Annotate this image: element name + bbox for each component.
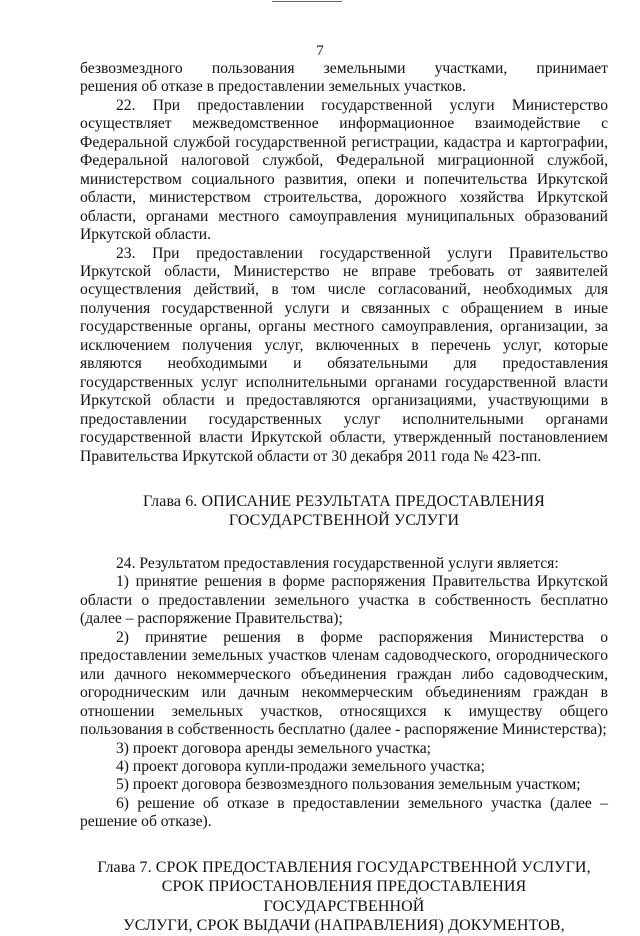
text-line: 5) проект договора безвозмездного пользования земельным участком; [116,776,581,794]
paragraph-continuation [80,60,608,97]
text-line: государственные органы, органы местного самоуправления, организации, за [80,318,608,336]
text-line: огородническим или дачным некоммерческим объединениям граждан в [80,684,608,702]
text-line: безвозмездного пользования земельными участками, принимает [80,60,608,77]
text-line: получения государственной услуги и связанных с обращением в иные [80,299,608,317]
heading-line: УСЛУГИ, СРОК ВЫДАЧИ (НАПРАВЛЕНИЯ) ДОКУМЕНТОВ, [123,917,565,935]
text-line: области о предоставлении земельного участка в собственность бесплатно [80,591,608,609]
page-number: 7 [316,43,324,59]
text-line: предоставлении земельных участков членам садоводческого, огороднического [80,647,608,665]
heading-line: ГОСУДАРСТВЕННОЙ УСЛУГИ [228,512,460,530]
text-line: 23. При предоставлении государственной услуги Правительство [116,244,608,262]
text-line: Иркутской области и предоставляются организациями, участвующими в [80,392,608,410]
text-line: Иркутской области, Министерство не вправе требовать от заявителей [80,262,608,280]
text-line: исключением получения услуг, включенных в перечень услуг, которые [80,336,608,354]
text-line: области, министерством строительства, дорожного хозяйства Иркутской [80,189,608,207]
text-line: 4) проект договора купли-продажи земельного участка; [116,757,485,775]
top-rule [272,1,342,2]
text-line: отношении земельных участков, относящихся к имуществу общего [80,702,608,720]
list-item-6 [80,795,608,832]
heading-line: Глава 7. СРОК ПРЕДОСТАВЛЕНИЯ ГОСУДАРСТВЕННОЙ УСЛУГИ, [97,858,591,876]
document-body [80,60,608,936]
paragraph-22 [80,97,608,245]
text-line: 6) решение об отказе в предоставлении земельного участка (далее – [116,794,608,812]
text-line: министерством социального развития, опеки и попечительства Иркутской [80,170,608,188]
paragraph-23 [80,245,608,466]
text-line: или дачного некоммерческого объединения граждан либо садоводческим, [80,665,608,683]
list-item-1 [80,573,608,628]
text-line: 24. Результатом предоставления государственной услуги является: [116,554,559,572]
heading-line: СРОК ПРИОСТАНОВЛЕНИЯ ПРЕДОСТАВЛЕНИЯ ГОСУДАРСТВЕННОЙ [161,878,527,915]
heading-line: Глава 6. ОПИСАНИЕ РЕЗУЛЬТАТА ПРЕДОСТАВЛЕНИЯ [143,492,545,510]
text-line: государственных услуг исполнительными органами государственной власти [80,373,608,391]
text-line: государственной власти Иркутской области, утвержденный постановлением [80,429,608,447]
chapter-6-heading [80,492,608,531]
text-line: (далее – распоряжение Правительства); [80,610,343,628]
list-item-4 [80,758,608,776]
paragraph-24 [80,555,608,573]
text-line: 2) принятие решения в форме распоряжения Министерства о [116,628,608,646]
text-line: осуществляет межведомственное информационное взаимодействие с [80,115,608,133]
text-line: Федеральной службой государственной регистрации, кадастра и картографии, [80,133,608,151]
text-line: Правительства Иркутской области от 30 декабря 2011 года № 423-пп. [80,447,542,465]
text-line: решения об отказе в предоставлении земельных участков. [80,78,466,96]
text-line: 3) проект договора аренды земельного участка; [116,739,432,757]
text-line: 1) принятие решения в форме распоряжения Правительства Иркутской [116,573,608,591]
list-item-5 [80,776,608,794]
list-item-3 [80,740,608,758]
text-line: решение об отказе). [80,813,212,831]
text-line: предоставлении государственных услуг исполнительными органами [80,410,608,428]
text-line: являются необходимыми и обязательными для предоставления [80,355,608,373]
text-line: Федеральной налоговой службой, Федеральной миграционной службой, [80,152,608,170]
chapter-7-heading [80,858,608,936]
text-line: пользования в собственность бесплатно (далее - распоряжение Министерства); [80,721,607,739]
text-line: Иркутской области. [80,226,211,244]
text-line: 22. При предоставлении государственной услуги Министерство [116,96,608,114]
text-line: осуществления действий, в том числе согласований, необходимых для [80,281,608,299]
text-line: области, органами местного самоуправления муниципальных образований [80,207,608,225]
list-item-2 [80,629,608,740]
